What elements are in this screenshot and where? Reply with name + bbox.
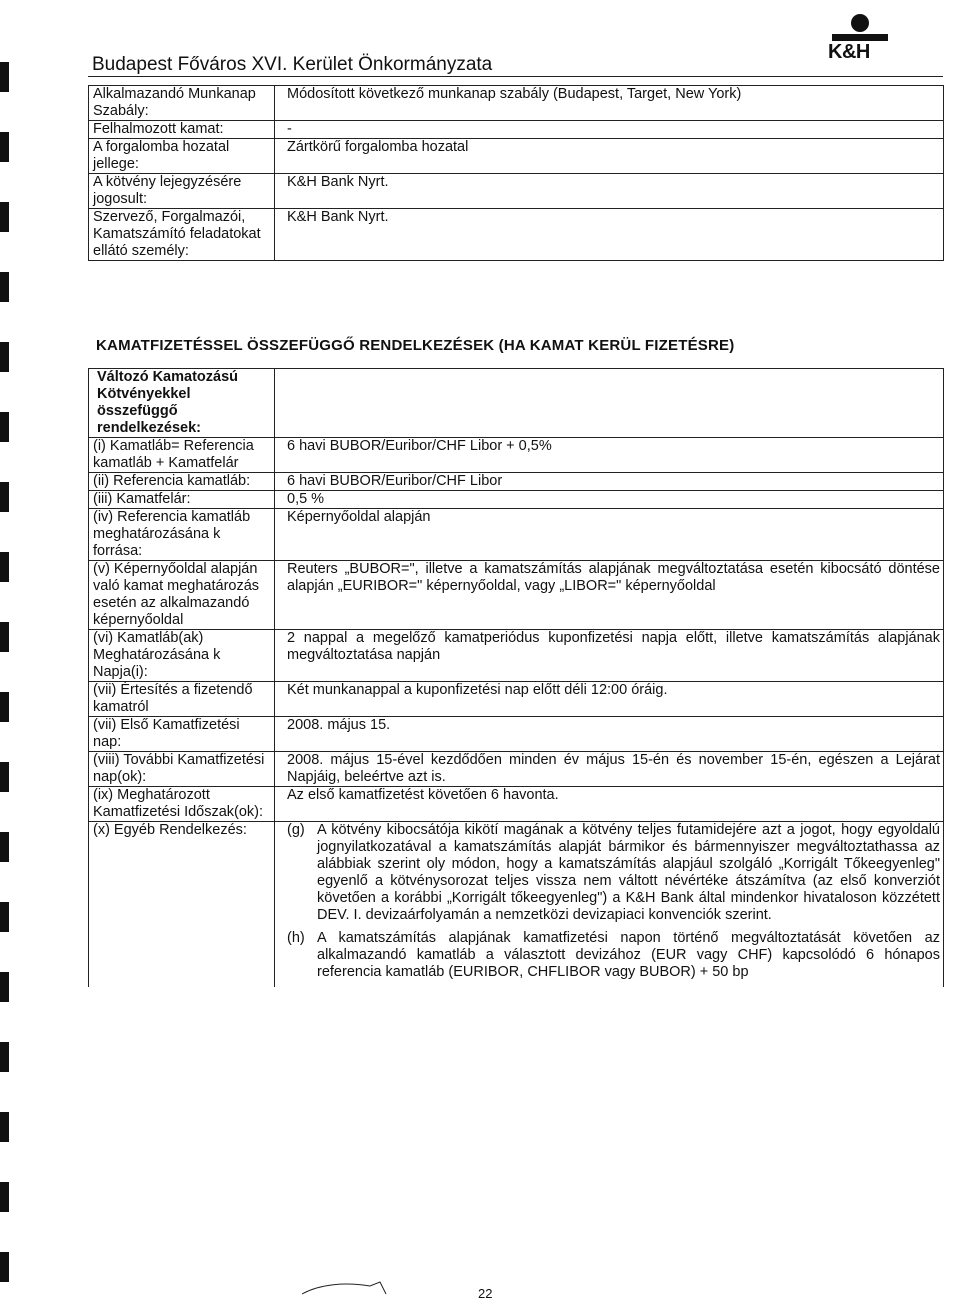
bond-terms-table [88,85,944,261]
paragraph-label: (h) [287,930,305,946]
logo-bar-icon [832,34,888,41]
table-row [89,491,944,509]
other-provisions-cell [275,822,944,988]
floating-rate-intro: Változó Kamatozású Kötvényekkel összefüggő rendelkezések: [89,369,275,438]
section-heading: KAMATFIZETÉSSEL ÖSSZEFÜGGŐ RENDELKEZÉSEK (HA KAMAT KERÜL FIZETÉSRE) [96,337,735,354]
row-value: Két munkanappal a kuponfizetési nap előtt déli 12:00 óráig. [275,682,944,717]
row-value: Képernyőoldal alapján [275,509,944,561]
row-label: (x) Egyéb Rendelkezés: [89,822,275,988]
row-value: 6 havi BUBOR/Euribor/CHF Libor + 0,5% [275,438,944,473]
row-value: Zártkörű forgalomba hozatal [275,139,944,174]
row-label: (iii) Kamatfelár: [89,491,275,509]
row-label: (vi) Kamatláb(ak) Meghatározásána k Napja(i): [89,630,275,682]
row-value: K&H Bank Nyrt. [275,209,944,261]
row-label: Szervező, Forgalmazói, Kamatszámító feladatokat ellátó személy: [89,209,275,261]
row-label: A kötvény lejegyzésére jogosult: [89,174,275,209]
row-label: Felhalmozott kamat: [89,121,275,139]
table-row [89,139,944,174]
provision-paragraph-h [287,930,940,981]
table-row [89,473,944,491]
row-label: A forgalomba hozatal jellege: [89,139,275,174]
row-label: (ii) Referencia kamatláb: [89,473,275,491]
table-row [89,822,944,988]
table-row [89,682,944,717]
table-row [89,121,944,139]
header-rule [88,76,943,77]
logo-dot-icon [851,14,869,32]
table-row [89,787,944,822]
logo-text: K&H [828,41,870,63]
table-row [89,369,944,438]
document-header-title: Budapest Főváros XVI. Kerület Önkormányzata [92,54,493,75]
row-value: 6 havi BUBOR/Euribor/CHF Libor [275,473,944,491]
row-value: 0,5 % [275,491,944,509]
row-value: Reuters „BUBOR=", illetve a kamatszámítás alapjának megváltoztatása esetén kibocsátó döntése alapján „EURIBOR=" képernyőoldal, vagy „LIBOR=" képernyőoldal [275,561,944,630]
table-row [89,174,944,209]
table-row [89,630,944,682]
table-row [89,561,944,630]
table-row [89,438,944,473]
row-value: K&H Bank Nyrt. [275,174,944,209]
row-label: (v) Képernyőoldal alapján való kamat meghatározás esetén az alkalmazandó képernyőoldal [89,561,275,630]
row-label: (iv) Referencia kamatláb meghatározásána k forrása: [89,509,275,561]
row-value: Módosított következő munkanap szabály (Budapest, Target, New York) [275,86,944,121]
row-value: 2 nappal a megelőző kamatperiódus kuponfizetési napja előtt, illetve kamatszámítás alapjának megváltoztatása napján [275,630,944,682]
row-label: (viii) További Kamatfizetési nap(ok): [89,752,275,787]
paragraph-text: A kamatszámítás alapjának kamatfizetési napon történő megváltoztatását követően az alkalmazandó kamatláb a választott devizához (EUR vagy CHF) kapcsolódó 6 hónapos referencia kamatláb (EURIBOR, CHFLIBOR vagy BUBOR) + 50 bp [317,930,940,980]
kh-logo [820,14,894,66]
paragraph-label: (g) [287,822,305,838]
row-label: Alkalmazandó Munkanap Szabály: [89,86,275,121]
interest-provisions-table [88,368,944,987]
row-label: (vii) Első Kamatfizetési nap: [89,717,275,752]
table-row [89,509,944,561]
row-value: 2008. május 15. [275,717,944,752]
paragraph-text: A kötvény kibocsátója kikötí magának a kötvény teljes futamidejére azt a jogot, hogy egyoldalú jognyilatkozatával a kamatszámítás alapját bármikor és bármennyiszer megváltoztathassa az alábbiak szerint oly módon, hogy a kamatszámítás alapjául szolgáló „Korrigált Tőkeegyenleg" egyenlő a kötvénysorozat teljes vissza nem váltott névértéke átszámítva (az első konverziót követően a korábbi „Korrigált tőkeegyenleg") a K&H Bank által mindenkor hivataloson közzétett DEV. I. devizaárfolyamán a nemzetközi devizapiaci konvenciók szerint. [317,822,940,923]
row-value: - [275,121,944,139]
row-label: (ix) Meghatározott Kamatfizetési Időszak(ok): [89,787,275,822]
row-label: (i) Kamatláb= Referencia kamatláb + Kamatfelár [89,438,275,473]
binding-marks [0,0,22,1298]
table-row [89,717,944,752]
table-row [89,86,944,121]
table-row [89,209,944,261]
empty-cell [275,369,944,438]
table-row [89,752,944,787]
signature-mark [300,1280,390,1298]
row-label: (vii) Értesítés a fizetendő kamatról [89,682,275,717]
provision-paragraph-g [287,822,940,924]
row-value: Az első kamatfizetést követően 6 havonta. [275,787,944,822]
page-number: 22 [478,1286,493,1301]
row-value: 2008. május 15-ével kezdődően minden év május 15-én és november 15-én, egészen a Lejárat Napjáig, beleértve azt is. [275,752,944,787]
